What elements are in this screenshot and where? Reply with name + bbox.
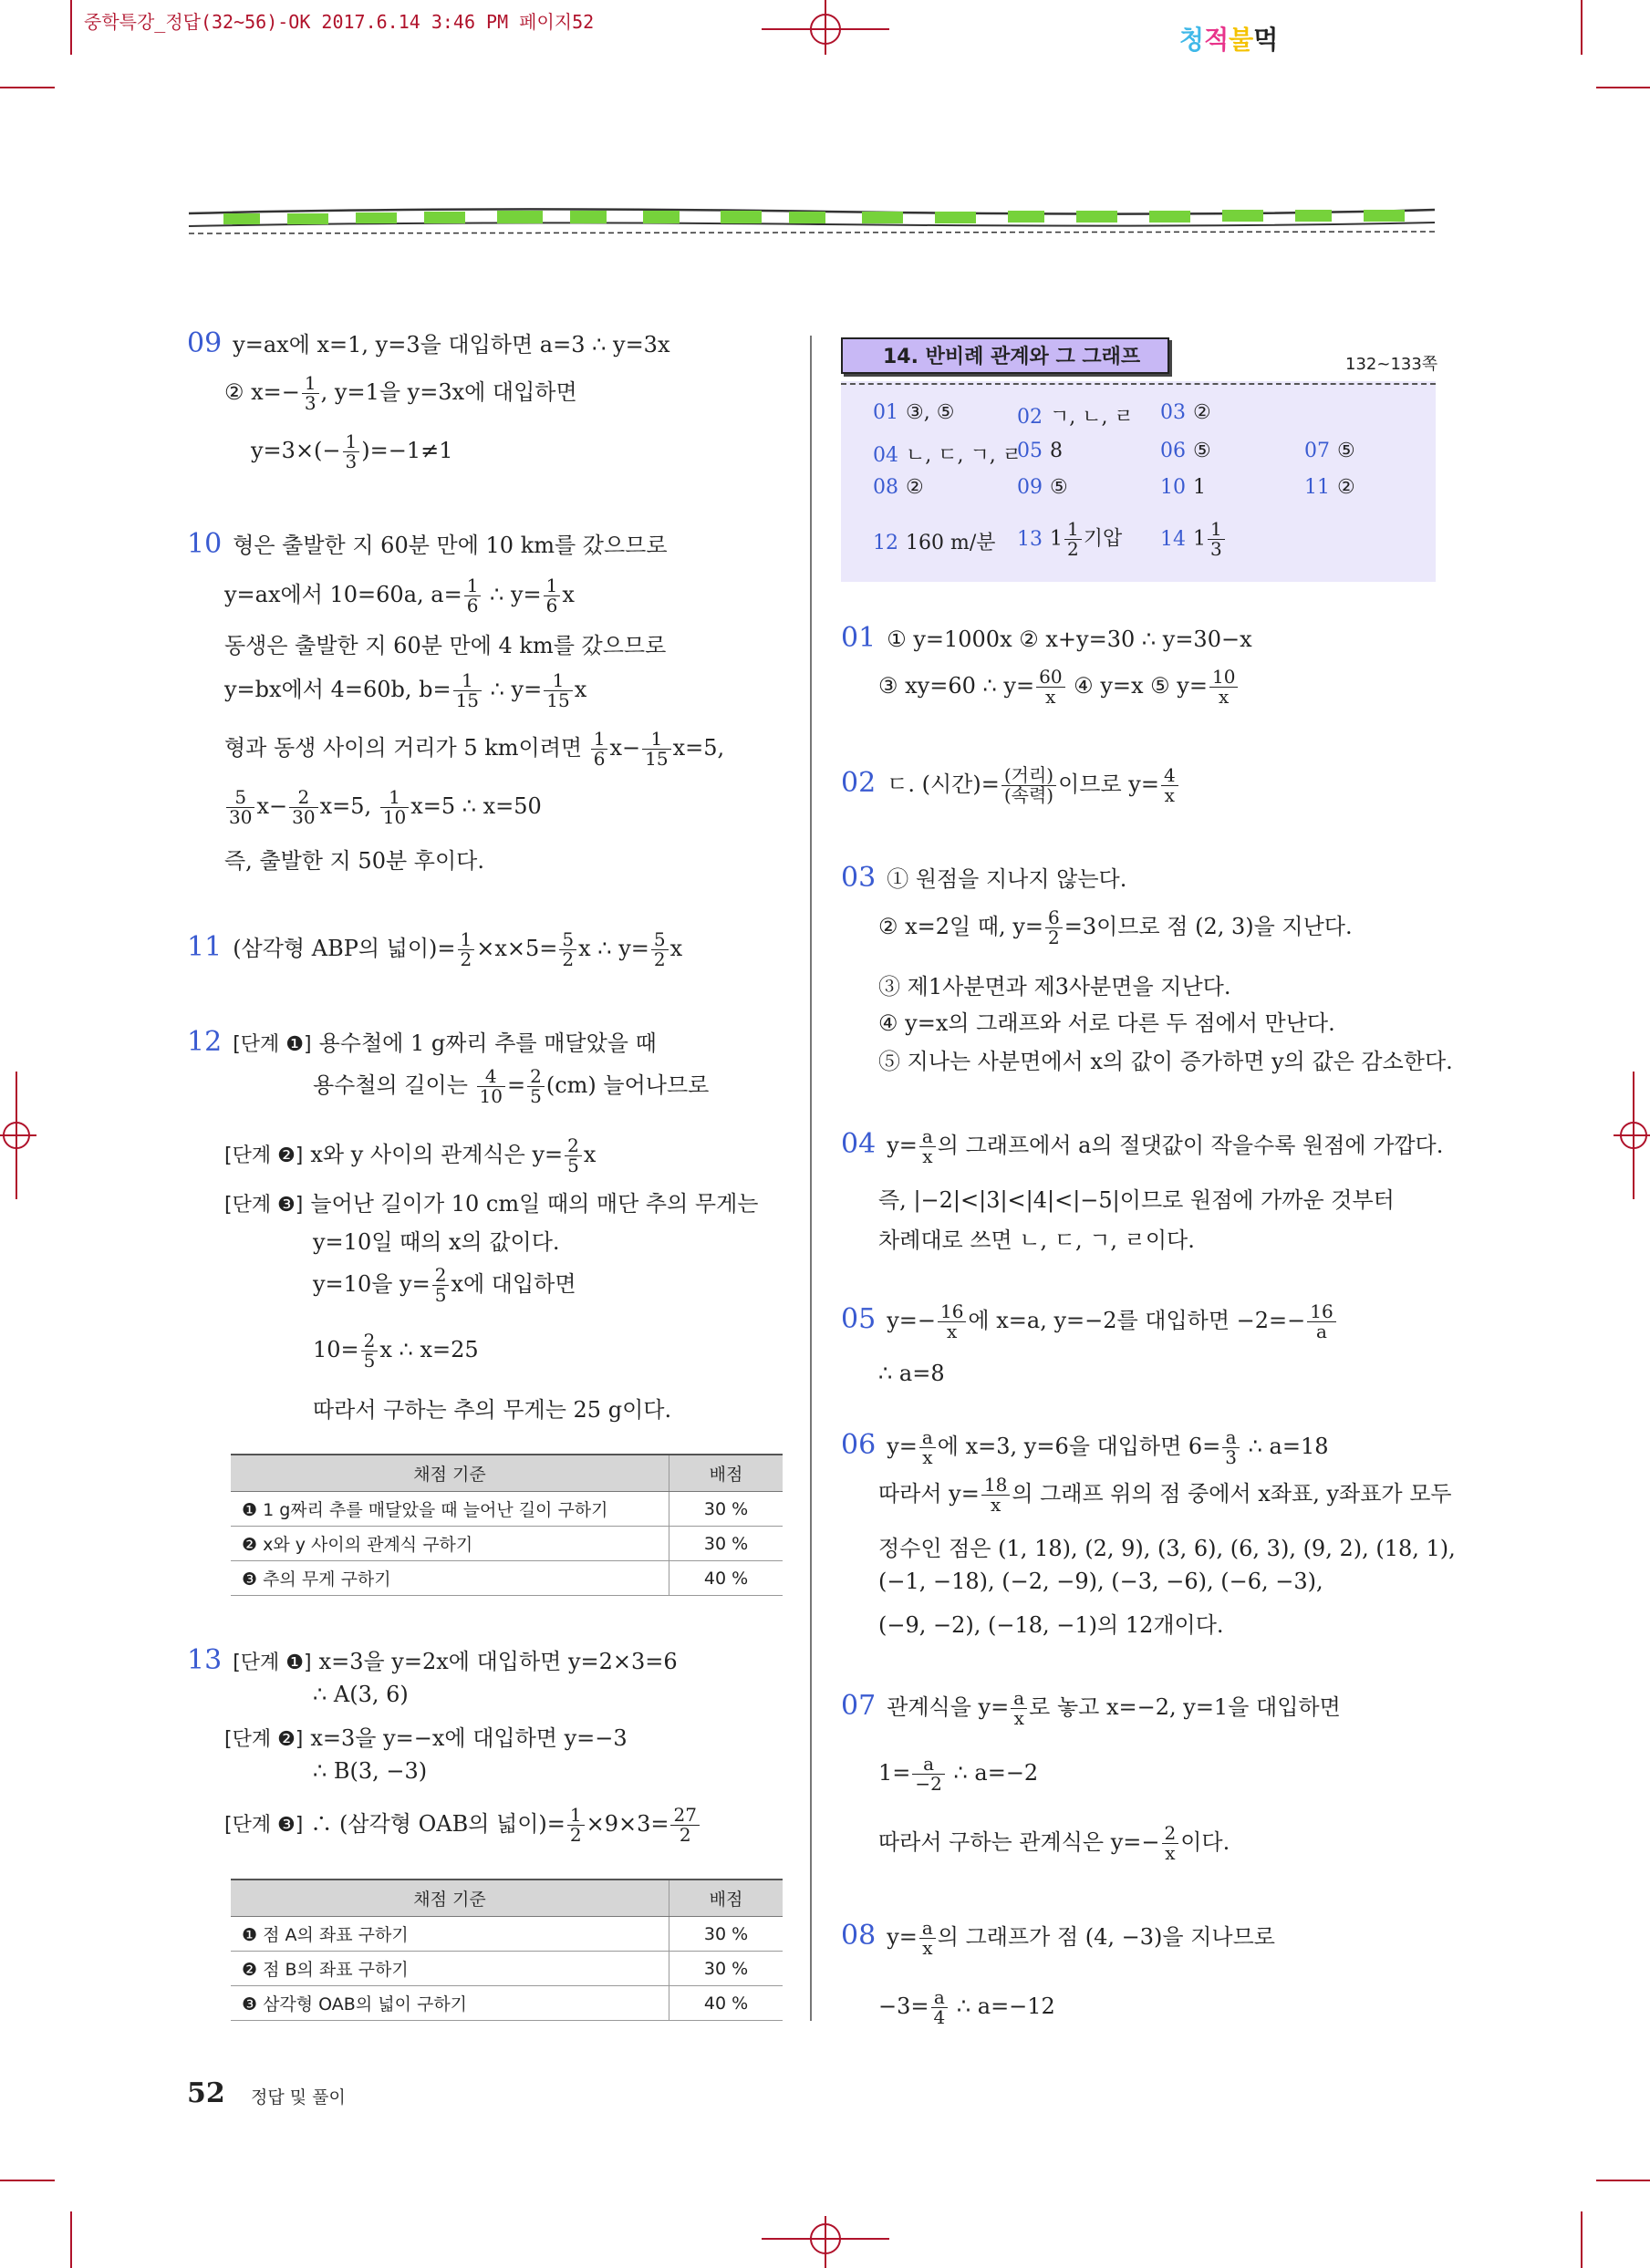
fraction: $\frac{10}{x}$ [1209,668,1238,707]
fraction: $\frac{6}{2}$ [1045,908,1063,948]
brand-char: 불 [1229,25,1254,55]
answer-item: 07 ⑤ [1304,440,1355,462]
fraction: $\frac{4}{10}$ [477,1067,505,1106]
text: x ∴ x=25 [379,1337,479,1362]
page-range: 132~133쪽 [1345,355,1438,374]
fraction: $\frac{1}{2}$ [1064,520,1082,559]
fraction: $\frac{2}{5}$ [361,1331,379,1371]
text: ① y=1000x ② x+y=30 ∴ y=30−x [887,627,1252,652]
fraction: $\frac{5}{2}$ [559,930,576,969]
step-label: [단계 ❸] [224,1814,304,1837]
q09-line2 [224,374,577,413]
text: ∴ (삼각형 OAB의 넓이)= [310,1811,566,1837]
r06-line2 [878,1476,1452,1515]
text: −3= [878,1994,929,2019]
r07-line1 [841,1689,1341,1728]
r07-line3 [878,1824,1230,1863]
step-label: [단계 ❶] [233,1033,312,1056]
table-header: 배점 [669,1455,783,1492]
fraction: $\frac{1}{6}$ [591,730,608,769]
fraction: $\frac{2}{x}$ [1162,1824,1179,1863]
fraction: $\frac{2}{5}$ [565,1136,582,1175]
text: 10= [313,1337,359,1362]
fraction: $\frac{4}{x}$ [1161,766,1178,805]
q11-line1: 11 (삼각형 ABP의 넓이)= $\frac{1}{2}$ ×x×5= $\frac{5}{2}$ x ∴ y= $\frac{5}{2}$ x [187,928,683,970]
text: y=bx에서 4=60b, b= [224,677,451,702]
crop-mark [70,0,72,55]
page-number: 52 [187,2077,225,2109]
question-number: 03 [841,862,877,894]
answer-item: 13 1 $\frac{1}{2}$ 기압 [1017,518,1123,560]
q10-line5 [224,730,724,769]
text: 따라서 y= [878,1481,980,1507]
text: ×9×3= [586,1811,669,1837]
step-label: [단계 ❷] [224,1728,304,1751]
text: 늘어난 길이가 10 cm일 때의 매단 추의 무게는 [310,1191,759,1217]
text: 관계식을 y= [887,1694,1010,1720]
text: =3이므로 점 (2, 3)을 지난다. [1064,914,1353,939]
table-row [231,1492,783,1527]
footer-label: 정답 및 풀이 [251,2087,346,2107]
q10-line6: $\frac{5}{30}$ x− $\frac{2}{30}$ x=5, $\frac{1}{10}$ x=5 ∴ x=50 [224,788,542,827]
brand-char: 청 [1179,25,1205,55]
r04-line3 [878,1222,1195,1254]
text: (삼각형 ABP의 넓이)= [233,936,456,961]
fraction: $\frac{a}{x}$ [919,1919,936,1958]
text: ④ y=x ⑤ y= [1066,673,1208,699]
text: 용수철에 1 g짜리 추를 매달았을 때 [318,1030,657,1056]
answer-item: 02 ㄱ, ㄴ, ㄹ [1017,406,1134,429]
text: ① 원점을 지나지 않는다. [887,866,1127,892]
q10-line7 [224,843,484,875]
fraction: $\frac{\text{(거리)}}{\text{(속력)}}$ [1001,766,1056,805]
text: y= [887,1133,918,1158]
text: 따라서 구하는 추의 무게는 25 g이다. [313,1397,672,1423]
r06-line1 [841,1428,1329,1467]
text: 이다. [1180,1829,1230,1855]
text: 이므로 y= [1058,772,1159,797]
text: 의 그래프에서 a의 절댓값이 작을수록 원점에 가깝다. [937,1133,1444,1158]
text: x=3을 y=2x에 대입하면 y=2×3=6 [318,1649,678,1674]
table-cell: 40 % [669,1561,783,1596]
q12-step3e [313,1331,479,1371]
crop-mark [0,87,55,88]
q10-line1 [187,527,668,560]
table-row [231,1527,783,1561]
fraction: $\frac{60}{x}$ [1036,668,1064,707]
r02-line1 [841,766,1180,805]
r03-line4 [878,1005,1335,1037]
q09-line3 [251,432,453,471]
q12-step3c [313,1266,576,1305]
scoring-table [231,1879,783,2021]
fraction: $\frac{27}{2}$ [670,1806,699,1845]
file-info: 중학특강_정답(32~56)-OK 2017.6.14 3:46 PM 페이지52 [84,11,595,33]
step-label: [단계 ❸] [224,1194,304,1217]
fraction: $\frac{1}{6}$ [464,576,482,616]
question-number: 06 [841,1429,877,1461]
fraction: $\frac{1}{15}$ [642,730,670,769]
text: y=ax에 x=1, y=3을 대입하면 a=3 ∴ y=3x [233,332,670,357]
answer-item: 06 ⑤ [1160,440,1211,462]
fraction: $\frac{16}{x}$ [938,1302,966,1341]
r05-line1 [841,1302,1338,1341]
text: ③ xy=60 ∴ y= [878,673,1035,699]
r06-line4 [878,1569,1323,1594]
question-number: 09 [187,327,223,359]
r03-line2 [878,908,1353,948]
step-label: [단계 ❶] [233,1652,312,1674]
fraction: $\frac{5}{30}$ [226,788,254,827]
text: x ∴ y= [578,936,649,961]
text: y=ax에서 10=60a, a= [224,582,462,607]
table-cell: 40 % [669,1986,783,2021]
brand-char: 적 [1204,25,1230,55]
question-number: 10 [187,528,223,560]
text: 형과 동생 사이의 거리가 5 km이려면 [224,735,589,761]
text: (−9, −2), (−18, −1)의 12개이다. [878,1612,1224,1638]
question-number: 02 [841,767,877,799]
text: 정수인 점은 (1, 18), (2, 9), (3, 6), (6, 3), (9, 2), (18, 1), [878,1536,1456,1561]
answer-item: 03 ② [1160,401,1211,424]
question-number: 11 [187,931,223,963]
text: 1= [878,1760,911,1786]
text: (−1, −18), (−2, −9), (−3, −6), (−6, −3), [878,1569,1323,1594]
text: ∴ a=8 [878,1361,945,1386]
text: x− [609,735,641,761]
q10-line4: y=bx에서 4=60b, b= $\frac{1}{15}$ ∴ y= $\frac{1}{15}$ x [224,669,587,711]
crop-mark [1581,2211,1583,2268]
section-title: 14. 반비례 관계와 그 그래프 [841,337,1169,374]
text: ② x=2일 때, y= [878,914,1043,939]
text: 에 x=a, y=−2를 대입하면 −2=− [968,1308,1306,1333]
fraction: $\frac{18}{x}$ [981,1476,1010,1515]
fraction: $\frac{a}{x}$ [1011,1689,1027,1728]
question-number: 08 [841,1920,877,1952]
text: 따라서 구하는 관계식은 y=− [878,1829,1160,1855]
fraction: $\frac{1}{15}$ [544,671,572,710]
question-number: 13 [187,1644,223,1676]
text: , y=1을 y=3x에 대입하면 [320,379,577,405]
fraction: $\frac{1}{3}$ [343,432,360,471]
text: ⑤ 지나는 사분면에서 x의 값이 증가하면 y의 값은 감소한다. [878,1049,1453,1074]
table-row [231,1561,783,1596]
table-cell: 30 % [669,1952,783,1986]
r08-line2 [878,1988,1055,2027]
q10-line3 [224,627,666,659]
registration-mark-icon [762,0,889,55]
text: ∴ a=−12 [950,1994,1055,2019]
text: ∴ B(3, −3) [313,1758,428,1784]
text: x=5 ∴ x=50 [410,793,542,819]
text: y=10을 y= [313,1271,431,1297]
table-cell: ❸ 추의 무게 구하기 [231,1561,669,1596]
q12-step3 [224,1186,758,1217]
text: 의 그래프가 점 (4, −3)을 지나므로 [937,1924,1275,1950]
text: x와 y 사이의 관계식은 y= [310,1142,564,1167]
table-cell: ❷ x와 y 사이의 관계식 구하기 [231,1527,669,1561]
table-row [231,1917,783,1952]
fraction: $\frac{2}{5}$ [432,1266,450,1305]
fraction: $\frac{a}{3}$ [1222,1428,1240,1467]
registration-mark-icon [762,2216,889,2268]
r04-line2 [878,1182,1395,1214]
question-number: 04 [841,1128,877,1160]
question-number: 12 [187,1026,223,1058]
text: ∴ a=−2 [946,1760,1039,1786]
fraction: $\frac{1}{3}$ [1208,520,1225,559]
dashed-divider [841,383,1436,385]
q12-step3g [313,1392,671,1424]
text: ∴ y= [483,677,543,702]
table-cell: 30 % [669,1492,783,1527]
text: y=− [887,1308,936,1333]
text: 동생은 출발한 지 60분 만에 4 km를 갔으므로 [224,633,667,658]
r08-line1 [841,1919,1275,1958]
answer-item: 11 ② [1304,476,1355,499]
fraction: $\frac{1}{3}$ [302,374,319,413]
table-row [231,1952,783,1986]
answer-item: 14 1 $\frac{1}{3}$ [1160,520,1227,559]
decorative-banner [187,202,1437,235]
crop-mark [1596,2180,1650,2181]
text: ∴ y= [483,582,542,607]
question-number: 07 [841,1690,877,1722]
table-cell: ❸ 삼각형 OAB의 넓이 구하기 [231,1986,669,2021]
r05-line2 [878,1361,945,1386]
answer-item: 05 8 [1017,440,1063,462]
text: 즉, |−2|<|3|<|4|<|−5|이므로 원점에 가까운 것부터 [878,1187,1395,1213]
registration-mark-icon [1614,1072,1650,1199]
answer-item: 12 160 m/분 [873,532,996,554]
question-number: 01 [841,622,877,654]
registration-mark-icon [0,1072,36,1199]
fraction: $\frac{1}{15}$ [453,671,482,710]
r01-line1 [841,622,1252,654]
crop-mark [70,2211,72,2268]
fraction: $\frac{1}{6}$ [544,576,561,616]
q12-step1 [187,1025,657,1058]
text: ㄷ. (시간)= [887,772,1000,797]
table-cell: 30 % [669,1917,783,1952]
text: y=3×(− [251,438,341,463]
text: 용수철의 길이는 [313,1072,475,1098]
table-row [231,1986,783,2021]
column-divider [810,336,812,2021]
table-cell: ❶ 1 g짜리 추를 매달았을 때 늘어난 길이 구하기 [231,1492,669,1527]
r07-line2 [878,1755,1038,1794]
fraction: $\frac{1}{2}$ [567,1806,585,1845]
r04-line1 [841,1127,1443,1166]
q13-step1 [187,1643,678,1676]
q12-step3b [313,1224,560,1256]
q10-line2: y=ax에서 10=60a, a= $\frac{1}{6}$ ∴ y= $\frac{1}{6}$ x [224,575,575,616]
answer-item: 08 ② [873,476,924,499]
crop-mark [1581,0,1583,55]
text: 즉, 출발한 지 50분 후이다. [224,848,484,874]
text: (cm) 늘어나므로 [545,1072,710,1098]
table-cell: 30 % [669,1527,783,1561]
table-header: 채점 기준 [231,1455,669,1492]
answer-item: 10 1 [1160,476,1206,499]
text: x=5, [319,793,379,819]
table-header: 배점 [669,1880,783,1917]
fraction: $\frac{2}{5}$ [527,1067,545,1106]
r06-line5 [878,1607,1224,1639]
fraction: $\frac{5}{2}$ [651,930,669,969]
answer-item: 04 ㄴ, ㄷ, ㄱ, ㄹ [873,444,1022,467]
fraction: $\frac{16}{a}$ [1307,1302,1335,1341]
r03-line3 [878,968,1230,1000]
question-number: 05 [841,1303,877,1335]
table-cell: ❷ 점 B의 좌표 구하기 [231,1952,669,1986]
q12-step2: [단계 ❷] x와 y 사이의 관계식은 y= $\frac{2}{5}$ x [224,1134,597,1176]
text: x에 대입하면 [451,1271,576,1297]
text: ④ y=x의 그래프와 서로 다른 두 점에서 만난다. [878,1010,1335,1036]
brand-logo [1179,20,1278,57]
fraction: $\frac{a}{x}$ [919,1428,936,1467]
table-header: 채점 기준 [231,1880,669,1917]
text: ③ 제1사분면과 제3사분면을 지난다. [878,974,1231,999]
r01-line2 [878,668,1240,707]
text: 에 x=3, y=6을 대입하면 6= [937,1434,1221,1459]
r06-line3 [878,1530,1456,1562]
r03-line1 [841,861,1126,894]
fraction: $\frac{a}{x}$ [919,1127,936,1166]
brand-char: 먹 [1253,25,1279,55]
text: ② x=− [224,379,300,405]
text: 차례대로 쓰면 ㄴ, ㄷ, ㄱ, ㄹ이다. [878,1227,1195,1253]
text: 형은 출발한 지 60분 만에 10 km를 갔으므로 [233,533,668,558]
answer-item: 01 ③, ⑤ [873,401,955,424]
fraction: $\frac{1}{10}$ [380,788,409,827]
crop-mark [0,2180,55,2181]
scoring-table [231,1454,783,1596]
fraction: $\frac{a}{4}$ [931,1988,949,2027]
text: ∴ A(3, 6) [313,1682,409,1707]
text: 로 놓고 x=−2, y=1을 대입하면 [1029,1694,1341,1720]
text: y=10일 때의 x의 값이다. [313,1229,560,1255]
fraction: $\frac{a}{-2}$ [912,1755,944,1794]
text: y= [887,1434,918,1459]
q13-step2b [313,1758,427,1784]
q09-line1 [187,326,670,359]
table-cell: ❶ 점 A의 좌표 구하기 [231,1917,669,1952]
q13-step3 [224,1806,701,1845]
fraction: $\frac{2}{30}$ [289,788,317,827]
text: x=3을 y=−x에 대입하면 y=−3 [310,1725,628,1751]
text: x=5, [672,735,725,761]
q13-step1b [313,1682,409,1707]
text: )=−1≠1 [361,438,453,463]
text: ∴ a=18 [1241,1434,1329,1459]
answer-item: 09 ⑤ [1017,476,1068,499]
q13-step2 [224,1720,628,1752]
q12-step1b: 용수철의 길이는 $\frac{4}{10}$ = $\frac{2}{5}$ (cm) 늘어나므로 [313,1065,710,1107]
text: ×x×5= [476,936,558,961]
text: y= [887,1924,918,1950]
r03-line5 [878,1043,1453,1075]
crop-mark [1596,87,1650,88]
text: 의 그래프 위의 점 중에서 x좌표, y좌표가 모두 [1012,1481,1452,1507]
fraction: $\frac{1}{2}$ [458,930,475,969]
step-label: [단계 ❷] [224,1144,304,1167]
